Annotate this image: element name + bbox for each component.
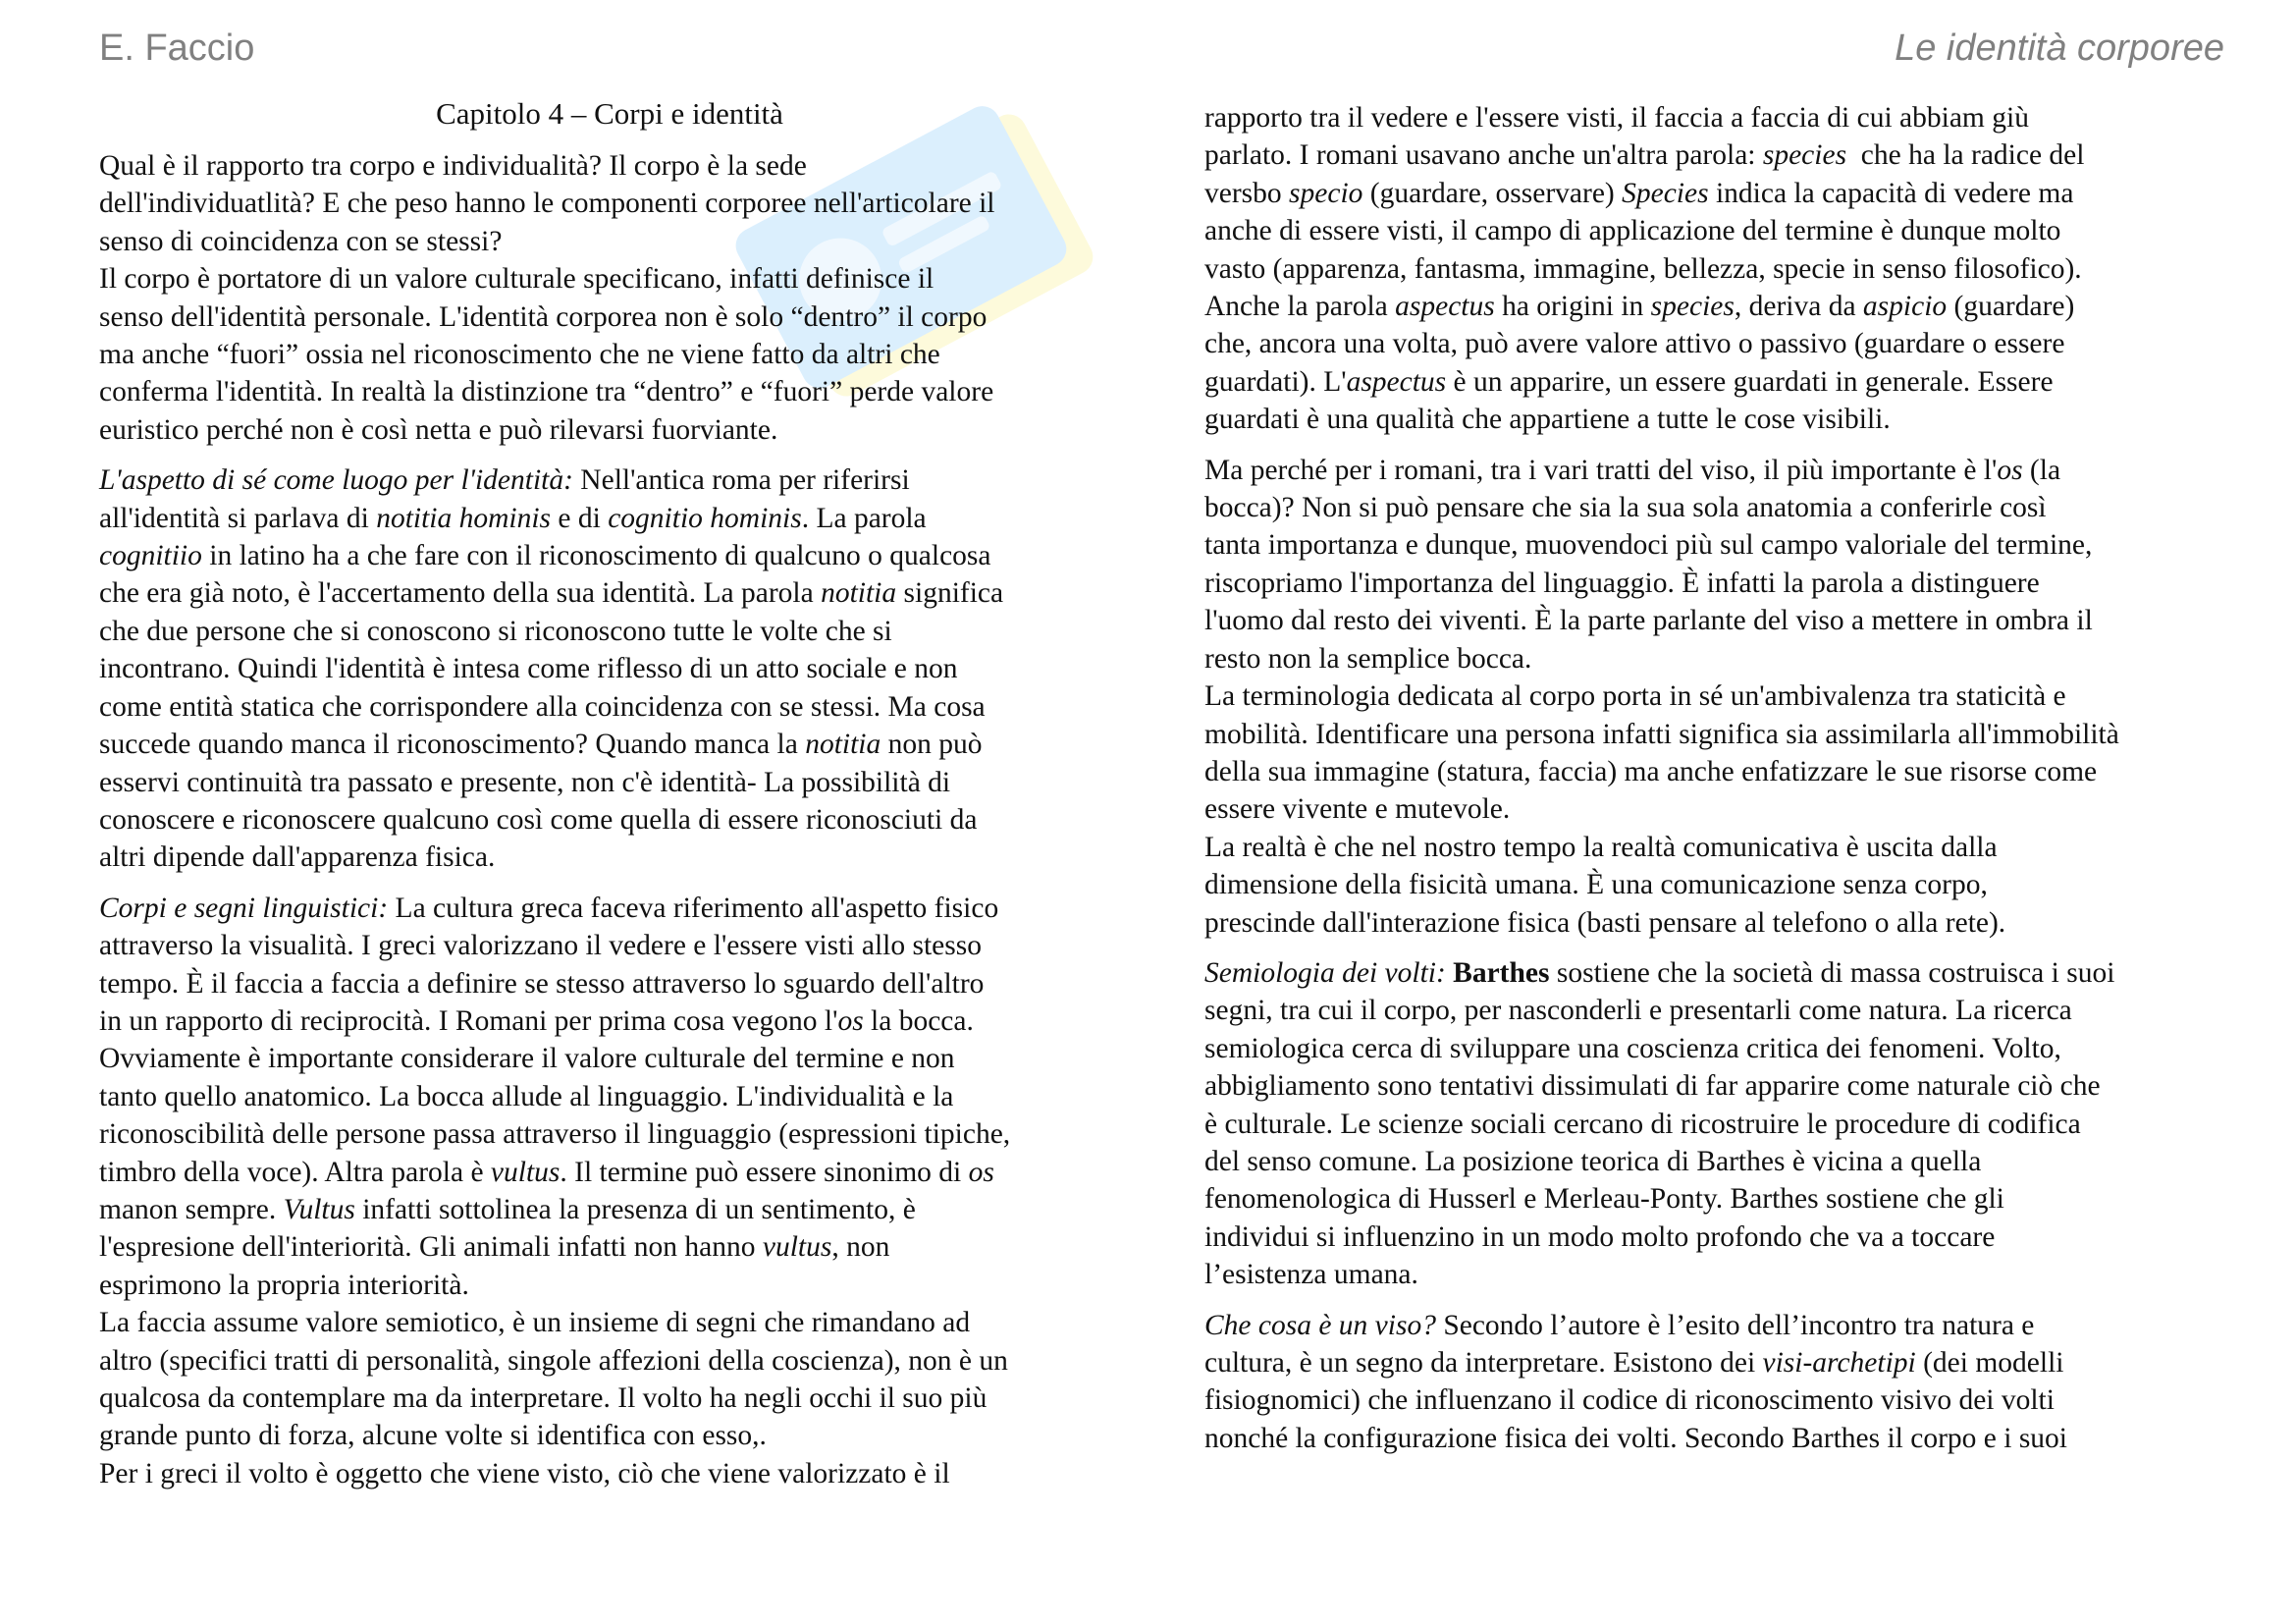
text-line: attraverso la visualità. I greci valorizzano il vedere e l'essere visti allo stesso <box>99 930 982 962</box>
section-heading: Corpi e segni linguistici: <box>99 892 389 924</box>
text-line: incontrano. Quindi l'identità è intesa come riflesso di un atto sociale e non <box>99 653 958 685</box>
text-line <box>1204 452 2225 489</box>
text-line: resto non la semplice bocca. <box>1204 642 1532 675</box>
italic-term: notitia <box>821 577 897 610</box>
text-span: versbo <box>1204 177 1290 209</box>
text-span: ha origini in <box>1494 291 1651 323</box>
text-span: è un apparire, un essere guardati in generale. Essere <box>1446 365 2054 398</box>
section-heading: Semiologia dei volti: <box>1204 956 1446 989</box>
text-span: Ma perché per i romani, tra i vari tratti del viso, il più importante è l' <box>1204 454 1998 486</box>
text-span: Nell'antica roma per riferirsi <box>572 464 910 497</box>
text-line: Ovviamente è importante considerare il valore culturale del termine e non <box>99 1043 955 1075</box>
text-span: la bocca. <box>863 1004 974 1037</box>
text-line: del senso comune. La posizione teorica di Barthes è vicina a quella <box>1204 1145 1982 1177</box>
text-line <box>99 1154 1120 1191</box>
text-line <box>99 726 1120 763</box>
text-line: segni, tra cui il corpo, per nasconderli e presentarli come natura. La ricerca <box>1204 995 2072 1027</box>
text-line <box>99 1191 1120 1228</box>
text-line: l'uomo dal resto dei viventi. È la parte parlante del viso a mettere in ombra il <box>1204 605 2093 637</box>
text-line: semiologica cerca di sviluppare una coscienza critica dei fenomeni. Volto, <box>1204 1032 2061 1064</box>
italic-term: species <box>1762 139 1847 172</box>
italic-term: cognitiio <box>99 540 202 572</box>
text-line <box>99 1002 1120 1040</box>
text-span: Anche la parola <box>1204 291 1396 323</box>
paragraph-viso <box>1204 1307 2225 1458</box>
italic-term: os <box>1997 454 2023 486</box>
text-line: euristico perché non è così netta e può rilevarsi fuorviante. <box>99 413 778 446</box>
text-line: prescinde dall'interazione fisica (basti pensare al telefono o alla rete). <box>1204 906 2006 939</box>
text-line: qualcosa da contemplare ma da interpretare. Il volto ha negli occhi il suo più <box>99 1382 988 1414</box>
text-line: esprimono la propria interiorità. <box>99 1269 469 1301</box>
italic-term: notitia <box>805 729 881 761</box>
text-line <box>1204 136 2225 174</box>
italic-term: visi-archetipi <box>1762 1347 1916 1379</box>
text-line: La faccia assume valore semiotico, è un insieme di segni che rimandano ad <box>99 1307 971 1339</box>
italic-term: Species <box>1622 177 1709 209</box>
text-line: esservi continuità tra passato e presente, non c'è identità- La possibilità di <box>99 766 951 798</box>
italic-term: os <box>837 1004 864 1037</box>
text-span: in latino ha a che fare con il riconoscimento di qualcuno o qualcosa <box>201 540 991 572</box>
text-line: come entità statica che corrispondere alla coincidenza con se stessi. Ma cosa <box>99 690 986 723</box>
text-line: della sua immagine (statura, faccia) ma anche enfatizzare le sue risorse come <box>1204 755 2098 787</box>
text-span: che era già noto, è l'accertamento della sua identità. La parola <box>99 577 822 610</box>
text-line: nonché la configurazione fisica dei volti. Secondo Barthes il corpo e i suoi <box>1204 1422 2068 1454</box>
text-span: , non <box>831 1231 890 1264</box>
italic-term: aspicio <box>1862 291 1948 323</box>
right-column <box>1204 99 2225 1470</box>
text-line: dimensione della fisicità umana. È una comunicazione senza corpo, <box>1204 869 1988 901</box>
text-line: fenomenologica di Husserl e Merleau-Ponty. Barthes sostiene che gli <box>1204 1183 2004 1216</box>
text-line: individui si influenzino in un modo molto profondo che va a toccare <box>1204 1220 1996 1253</box>
text-line <box>99 890 1120 927</box>
text-line <box>1204 954 2225 992</box>
text-span: guardati). L' <box>1204 365 1347 398</box>
text-line: Il corpo è portatore di un valore culturale specificano, infatti definisce il <box>99 263 934 296</box>
text-line: che, ancora una volta, può avere valore attivo o passivo (guardare o essere <box>1204 328 2065 360</box>
italic-term: Vultus <box>283 1193 355 1225</box>
text-line: altro (specifici tratti di personalità, singole affezioni della coscienza), non è un <box>99 1344 1008 1377</box>
text-span: non può <box>881 729 983 761</box>
section-heading: Che cosa è un viso? <box>1204 1309 1436 1341</box>
text-line <box>1204 1307 2225 1344</box>
text-line <box>99 574 1120 612</box>
text-line: conoscere e riconoscere qualcuno così come quella di essere riconosciuti da <box>99 803 978 836</box>
text-span: parlato. I romani usavano anche un'altra parola: <box>1204 139 1763 172</box>
text-line: senso dell'identità personale. L'identità corporea non è solo “dentro” il corpo <box>99 300 988 333</box>
text-line: senso di coincidenza con se stessi? <box>99 225 503 257</box>
text-line: vasto (apparenza, fantasma, immagine, bellezza, specie in senso filosofico). <box>1204 252 2082 285</box>
text-span: sostiene che la società di massa costruisca i suoi <box>1549 956 2115 989</box>
text-span: La cultura greca faceva riferimento all'aspetto fisico <box>388 892 999 924</box>
text-span: . Il termine può essere sinonimo di <box>560 1156 969 1188</box>
text-line: mobilità. Identificare una persona infatti significa sia assimilarla all'immobilità <box>1204 718 2119 750</box>
section-heading: L'aspetto di sé come luogo per l'identità: <box>99 464 573 497</box>
italic-term: os <box>968 1156 994 1188</box>
text-line <box>99 537 1120 574</box>
text-span: . La parola <box>801 502 927 534</box>
text-line: tanta importanza e dunque, muovendoci più sul campo valoriale del termine, <box>1204 529 2093 562</box>
text-span: che ha la radice del <box>1846 139 2085 172</box>
text-line: bocca)? Non si può pensare che sia la sua sola anatomia a conferirle così <box>1204 492 2047 524</box>
header-document-title: Le identità corporee <box>1895 27 2224 69</box>
text-span: indica la capacità di vedere ma <box>1708 177 2074 209</box>
text-span: e di <box>551 502 609 534</box>
paragraph-species <box>1204 99 2225 439</box>
text-span: (la <box>2022 454 2061 486</box>
text-line <box>1204 288 2225 325</box>
text-line: anche di essere visti, il campo di applicazione del termine è dunque molto <box>1204 215 2061 247</box>
text-line: rapporto tra il vedere e l'essere visti, il faccia a faccia di cui abbiam giù <box>1204 102 2029 134</box>
text-line: Per i greci il volto è oggetto che viene visto, ciò che viene valorizzato è il <box>99 1457 950 1489</box>
italic-term: aspectus <box>1346 365 1447 398</box>
text-line <box>1204 1344 2225 1381</box>
header-author: E. Faccio <box>99 27 255 69</box>
text-span: manon sempre. <box>99 1193 284 1225</box>
text-line: La terminologia dedicata al corpo porta in sé un'ambivalenza tra staticità e <box>1204 680 2066 713</box>
paragraph-corpi-segni <box>99 890 1120 1493</box>
text-line <box>99 461 1120 499</box>
text-line <box>1204 175 2225 212</box>
left-column <box>99 94 1120 1505</box>
text-span: timbro della voce). Altra parola è <box>99 1156 491 1188</box>
text-line: Qual è il rapporto tra corpo e individualità? Il corpo è la sede <box>99 150 807 182</box>
paragraph-aspetto <box>99 461 1120 876</box>
text-line: dell'individuatlità? E che peso hanno le componenti corporee nell'articolare il <box>99 188 995 220</box>
text-line: grande punto di forza, alcune volte si identifica con esso,. <box>99 1420 767 1452</box>
text-span: cultura, è un segno da interpretare. Esistono dei <box>1204 1347 1763 1379</box>
paragraph-os <box>1204 452 2225 942</box>
text-line: l’esistenza umana. <box>1204 1259 1418 1291</box>
text-span: (dei modelli <box>1915 1347 2064 1379</box>
text-line: ma anche “fuori” ossia nel riconoscimento che ne viene fatto da altri che <box>99 339 940 371</box>
paragraph-semiologia <box>1204 954 2225 1294</box>
text-line: guardati è una qualità che appartiene a tutte le cose visibili. <box>1204 404 1891 436</box>
text-span: (guardare, osservare) <box>1362 177 1623 209</box>
text-span: all'identità si parlava di <box>99 502 377 534</box>
text-line: è culturale. Le scienze sociali cercano di ricostruire le procedure di codifica <box>1204 1108 2081 1140</box>
paragraph-intro <box>99 147 1120 449</box>
italic-term: species <box>1650 291 1735 323</box>
italic-term: aspectus <box>1395 291 1495 323</box>
text-line <box>99 1228 1120 1266</box>
text-span: (guardare) <box>1947 291 2075 323</box>
text-span: significa <box>896 577 1004 610</box>
text-line: altri dipende dall'apparenza fisica. <box>99 841 496 874</box>
text-span: Secondo l’autore è l’esito dell’incontro tra natura e <box>1435 1309 2035 1341</box>
author-name-bold: Barthes <box>1453 956 1550 989</box>
text-line: riscopriamo l'importanza del linguaggio. È infatti la parola a distinguere <box>1204 567 2040 599</box>
text-span: succede quando manca il riconoscimento? Quando manca la <box>99 729 806 761</box>
text-line <box>1204 363 2225 401</box>
text-line: riconoscibilità delle persone passa attraverso il linguaggio (espressioni tipiche, <box>99 1118 1011 1151</box>
text-span: in un rapporto di reciprocità. I Romani per prima cosa vegono l' <box>99 1004 838 1037</box>
text-line: essere vivente e mutevole. <box>1204 793 1511 826</box>
text-span: infatti sottolinea la presenza di un sentimento, è <box>354 1193 916 1225</box>
text-line: conferma l'identità. In realtà la distinzione tra “dentro” e “fuori” perde valore <box>99 376 994 408</box>
italic-term: vultus <box>762 1231 832 1264</box>
italic-term: specio <box>1289 177 1363 209</box>
text-line: tempo. È il faccia a faccia a definire se stesso attraverso lo sguardo dell'altro <box>99 967 985 1000</box>
text-line: La realtà è che nel nostro tempo la realtà comunicativa è uscita dalla <box>1204 831 1998 863</box>
italic-term: vultus <box>490 1156 561 1188</box>
italic-term: notitia hominis <box>376 502 552 534</box>
text-line: fisiognomici) che influenzano il codice di riconoscimento visivo dei volti <box>1204 1384 2055 1417</box>
text-span: , deriva da <box>1734 291 1863 323</box>
chapter-title: Capitolo 4 – Corpi e identità <box>436 96 783 131</box>
text-line <box>99 500 1120 537</box>
text-line: abbigliamento sono tentativi dissimulati di far apparire come naturale ciò che <box>1204 1070 2101 1103</box>
text-line: che due persone che si conoscono si riconoscono tutte le volte che si <box>99 615 892 647</box>
text-span: l'espresione dell'interiorità. Gli animali infatti non hanno <box>99 1231 763 1264</box>
text-line: tanto quello anatomico. La bocca allude al linguaggio. L'individualità e la <box>99 1080 954 1112</box>
italic-term: cognitio hominis <box>608 502 802 534</box>
